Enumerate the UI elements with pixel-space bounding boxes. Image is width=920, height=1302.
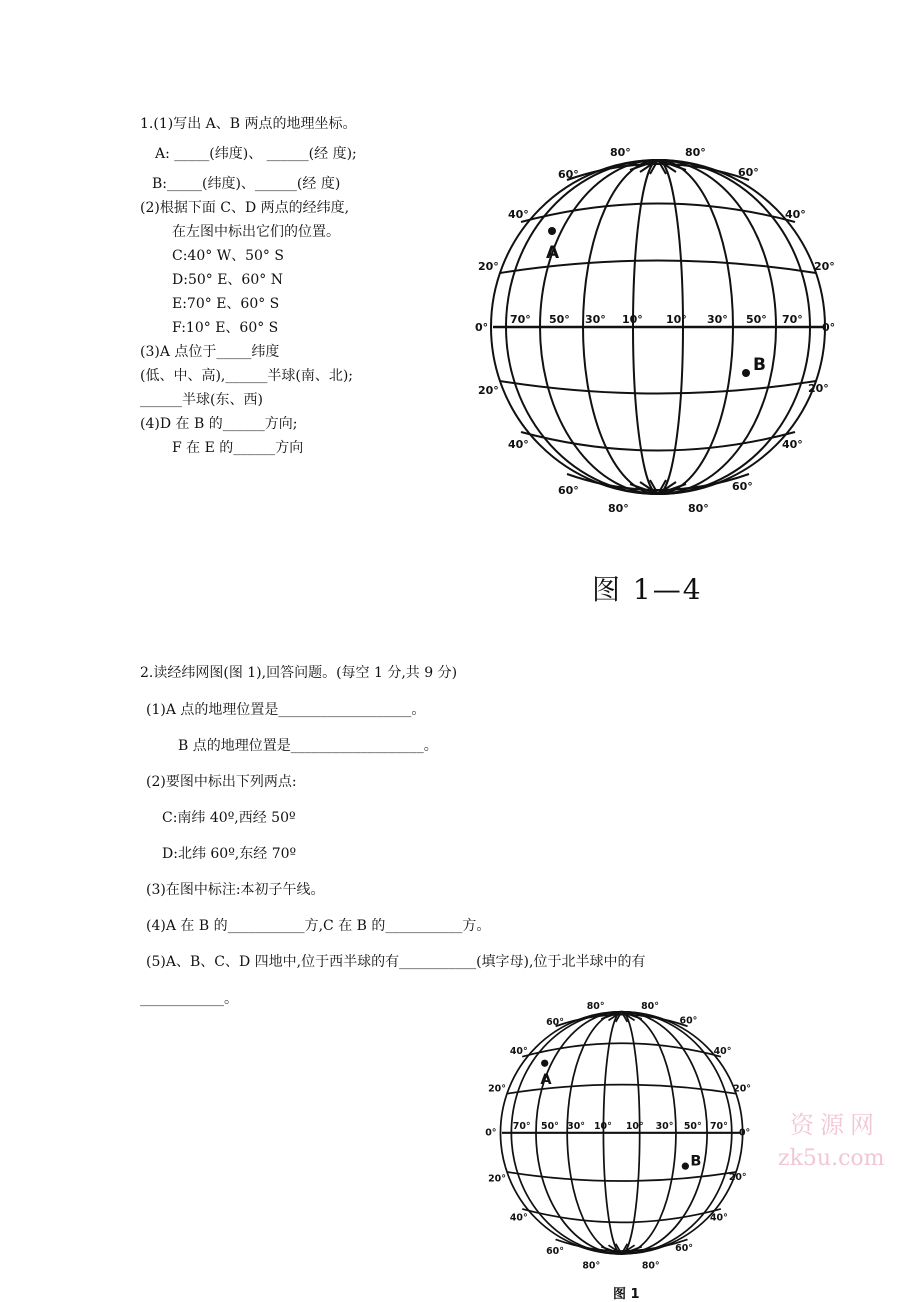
fig1-lat-left-80s: 80°: [582, 1260, 601, 1272]
q1-part2-instr: 在左图中标出它们的位置。: [172, 224, 340, 240]
globe-figure-1-4: [470, 130, 850, 530]
fig1-lon-label-50w: 50°: [541, 1121, 559, 1133]
q2-part4: (4)A 在 B 的___________方,C 在 B 的___________方。: [146, 918, 491, 934]
lat-right-0: 0°: [822, 321, 836, 334]
lat-left-40n: 40°: [508, 208, 529, 221]
q1-b-coords: B:_____(纬度)、______(经 度): [152, 176, 341, 192]
fig1-point-b-label: B: [690, 1153, 702, 1170]
globe-figure-1: [478, 990, 768, 1280]
fig1-lat-left-0: 0°: [485, 1127, 497, 1139]
lon-label-70w: 70°: [510, 313, 531, 326]
fig1-lon-label-30e: 30°: [655, 1121, 674, 1133]
lat-left-60s: 60°: [558, 484, 579, 497]
fig1-lat-left-80n: 80°: [586, 1000, 605, 1012]
q1-part2: (2)根据下面 C、D 两点的经纬度,: [140, 200, 350, 216]
lat-right-40s: 40°: [782, 438, 803, 451]
fig1-point-b-marker: [682, 1163, 689, 1170]
figure-1-4-caption: 图 1—4: [592, 573, 703, 606]
lon-label-10w: 10°: [622, 313, 643, 326]
q2-part3: (3)在图中标注:本初子午线。: [146, 882, 325, 898]
globe-graticule-small: [478, 990, 768, 1280]
globe-graticule: [470, 130, 850, 530]
fig1-lat-right-80s: 80°: [641, 1260, 660, 1272]
fig1-lat-right-60n: 60°: [679, 1015, 698, 1027]
q2-part5-cont: ____________。: [140, 991, 238, 1007]
lat-left-60n: 60°: [558, 168, 579, 181]
lat-left-20s: 20°: [478, 384, 499, 397]
q1-part3-hemi: ______半球(东、西): [140, 392, 263, 408]
point-a-label: A: [546, 243, 560, 263]
lat-left-0: 0°: [475, 321, 489, 334]
lat-right-20s: 20°: [808, 382, 829, 395]
lat-right-80n: 80°: [685, 146, 706, 159]
fig1-lon-label-30w: 30°: [567, 1121, 585, 1133]
fig1-lat-right-20s: 20°: [728, 1171, 747, 1183]
fig1-lat-left-20n: 20°: [488, 1083, 506, 1095]
q1-part3-opt: (低、中、高),______半球(南、北);: [140, 368, 354, 384]
point-b-marker: [742, 369, 750, 377]
fig1-lon-label-70e: 70°: [710, 1121, 728, 1133]
q1-part4: (4)D 在 B 的______方向;: [140, 416, 298, 432]
q1-point-e: E:70° E、60° S: [172, 296, 280, 312]
fig1-lat-left-60n: 60°: [546, 1016, 564, 1028]
lat-left-20n: 20°: [478, 260, 499, 273]
lon-label-10e: 10°: [666, 313, 687, 326]
fig1-point-a-marker: [541, 1060, 548, 1067]
watermark-cn: 资源网: [790, 1111, 880, 1139]
fig1-lat-right-60s: 60°: [675, 1243, 693, 1254]
q2-part5: (5)A、B、C、D 四地中,位于西半球的有___________(填字母),位于北半球中的有: [146, 954, 646, 970]
lon-label-30e: 30°: [707, 313, 728, 326]
fig1-point-a-label: A: [540, 1072, 552, 1089]
fig1-lat-left-20s: 20°: [488, 1173, 506, 1185]
lat-right-80s: 80°: [688, 502, 709, 515]
lat-right-20n: 20°: [814, 260, 835, 273]
fig1-lat-right-40n: 40°: [713, 1045, 732, 1057]
fig1-lat-right-20n: 20°: [733, 1083, 751, 1095]
q2-point-c: C:南纬 40º,西经 50º: [162, 810, 296, 826]
q1-point-f: F:10° E、60° S: [172, 320, 279, 336]
fig1-lon-label-50e: 50°: [683, 1121, 702, 1133]
q1-part3: (3)A 点位于_____纬度: [140, 344, 280, 360]
point-b-label: B: [753, 355, 766, 375]
fig1-lat-left-60s: 60°: [546, 1245, 564, 1257]
q2-title: 2.读经纬网图(图 1),回答问题。(每空 1 分,共 9 分): [140, 665, 458, 681]
q1-part4-f: F 在 E 的______方向: [172, 440, 304, 456]
watermark-url: zk5u.com: [778, 1146, 885, 1171]
fig1-lon-label-70w: 70°: [512, 1121, 531, 1133]
q1-point-d: D:50° E、60° N: [172, 272, 283, 288]
lat-right-40n: 40°: [785, 208, 806, 221]
lat-left-80s: 80°: [608, 502, 629, 515]
fig1-lon-label-10e: 10°: [625, 1121, 644, 1133]
lat-right-60n: 60°: [738, 166, 759, 179]
point-a-marker: [548, 227, 556, 235]
fig1-lat-left-40s: 40°: [509, 1212, 528, 1224]
lon-label-30w: 30°: [585, 313, 606, 326]
fig1-lat-left-40n: 40°: [509, 1045, 528, 1057]
q2-part2: (2)要图中标出下列两点:: [146, 774, 297, 790]
q2-part1-b: B 点的地理位置是___________________。: [178, 738, 438, 754]
lon-label-50w: 50°: [549, 313, 570, 326]
lon-label-70e: 70°: [782, 313, 803, 326]
q2-part1-a: (1)A 点的地理位置是___________________。: [146, 702, 426, 718]
lat-left-40s: 40°: [508, 438, 529, 451]
lon-label-50e: 50°: [746, 313, 767, 326]
q2-point-d: D:北纬 60º,东经 70º: [162, 846, 297, 862]
fig1-lat-right-40s: 40°: [710, 1212, 728, 1224]
figure-1-caption: 图 1: [613, 1287, 640, 1302]
fig1-lat-right-0: 0°: [739, 1127, 751, 1139]
q1-a-coords: A: _____(纬度)、 ______(经 度);: [155, 146, 357, 162]
q1-point-c: C:40° W、50° S: [172, 248, 284, 264]
fig1-lon-label-10w: 10°: [594, 1121, 612, 1133]
lat-left-80n: 80°: [610, 146, 631, 159]
fig1-lat-right-80n: 80°: [641, 1000, 659, 1012]
q1-title: 1.(1)写出 A、B 两点的地理坐标。: [140, 116, 357, 132]
lat-right-60s: 60°: [732, 480, 753, 493]
